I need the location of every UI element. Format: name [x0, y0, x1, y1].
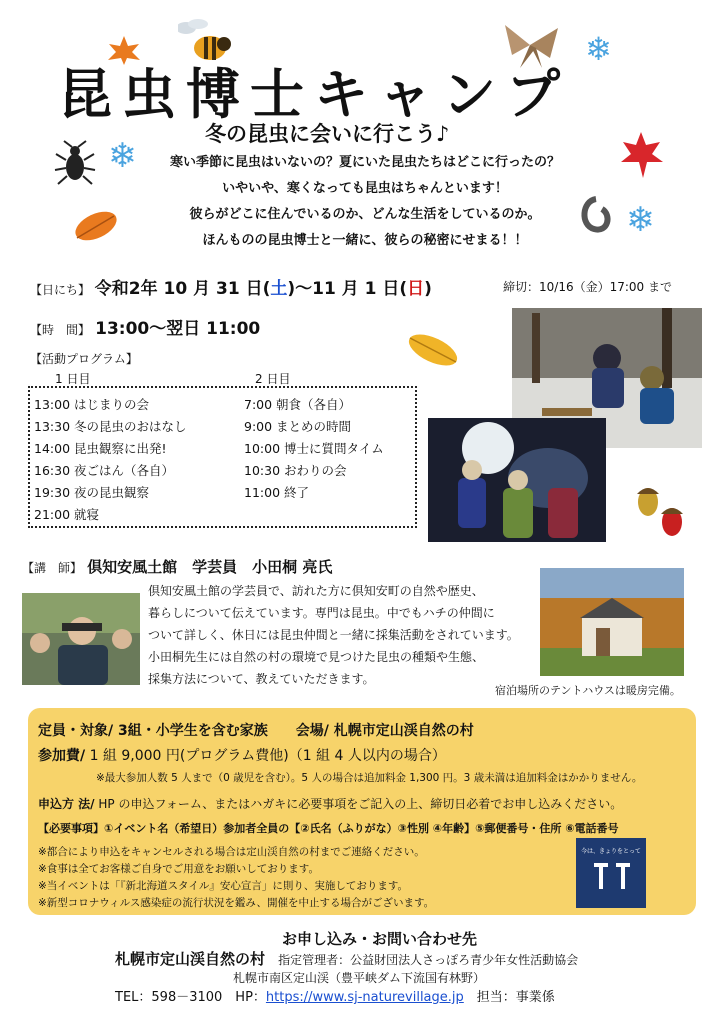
- schedule-item: 10:30 おわりの会: [244, 463, 347, 478]
- schedule-item: 21:00 就寝: [34, 507, 99, 522]
- apply-row: [38, 795, 622, 812]
- sunday-mark: 日: [407, 279, 425, 299]
- apply-value: HP の申込フォーム、またはハガキに必要事項をご記入の上、締切日必着でお申し込みください。: [94, 797, 623, 811]
- date-text: ): [424, 279, 432, 299]
- schedule-item: 7:00 朝食（各自）: [244, 397, 352, 412]
- snowflake-icon: ❄: [626, 200, 655, 240]
- bio-line: 暮らしについて伝えています。専門は昆虫。中でもハチの仲間に: [148, 606, 495, 620]
- intro-line: 彼らがどこに住んでいるのか、どんな生活をしているのか。: [189, 207, 541, 222]
- org-name: 札幌市定山渓自然の村: [115, 950, 266, 968]
- photo-lecturer: [22, 593, 140, 685]
- lecturer-row: [22, 556, 332, 577]
- bio-line: ついて詳しく、休日には昆虫仲間と一緒に採集活動をされています。: [148, 628, 519, 642]
- note-line: ※食事は全てお客様ご自身でご用意をお願いしております。: [38, 863, 319, 875]
- page-title: 昆虫博士キャンプ: [58, 63, 570, 126]
- beetle-icon: [52, 140, 98, 186]
- contact-tel-row: [115, 986, 555, 1005]
- day2-schedule: [244, 394, 384, 504]
- lecturer-name: 倶知安風土館 学芸員 小田桐 亮氏: [87, 558, 333, 576]
- date-text: )～11 月 1 日(: [287, 279, 408, 299]
- saturday-mark: 土: [270, 279, 288, 299]
- schedule-item: 14:00 昆虫観察に出発!: [34, 441, 167, 456]
- lecturer-bio: [148, 580, 518, 690]
- day1-label: 1 日目: [55, 372, 91, 386]
- manager: 指定管理者：公益財団法人さっぽろ青少年女性活動協会: [278, 953, 579, 967]
- date-label: 【日にち】: [30, 283, 91, 297]
- person-in-charge: 担当：事業係: [463, 990, 555, 1005]
- intro-line: ほんものの昆虫博士と一緒に、彼らの秘密にせまる！！: [202, 233, 528, 248]
- note-line: ※新型コロナウィルス感染症の流行状況を鑑み、開催を中止する場合がございます。: [38, 897, 435, 909]
- fee-value: 1 組 9,000 円(プログラム費他)（1 組 4 人以内の場合）: [85, 748, 446, 764]
- note-line: ※当イベントは「『新北海道スタイル』安心宣言」に則り、実施しております。: [38, 880, 408, 892]
- date-row: [30, 274, 432, 299]
- date-text: 令和2年 10 月 31 日(: [94, 279, 271, 299]
- leaf-icon: [404, 330, 462, 370]
- snowflake-icon: ❄: [585, 30, 612, 68]
- schedule-item: 11:00 終了: [244, 485, 309, 500]
- info-box: [28, 708, 696, 915]
- capacity-venue: 定員・対象/ 3組・小学生を含む家族 会場/ 札幌市定山渓自然の村: [38, 723, 474, 739]
- day2-label: 2 日目: [255, 372, 291, 386]
- leaf-icon: [72, 208, 120, 244]
- page-subtitle: 冬の昆虫に会いに行こう♪: [205, 122, 450, 146]
- program-label: 【活動プログラム】: [30, 352, 138, 366]
- intro-line: 寒い季節に昆虫はいないの？夏にいた昆虫たちはどこに行ったの？: [169, 155, 560, 170]
- bio-line: 倶知安風土館の学芸員で、訪れた方に倶知安町の自然や歴史、: [148, 584, 484, 598]
- time-label: 【時 間】: [30, 323, 91, 337]
- snowflake-icon: ❄: [108, 136, 137, 176]
- tent-caption: 宿泊場所のテントハウスは暖房完備。: [495, 684, 681, 697]
- contact-org-row: [115, 948, 578, 969]
- schedule-item: 16:30 夜ごはん（各自）: [34, 463, 174, 478]
- deadline: 締切：10/16（金）17:00 まで: [503, 280, 672, 294]
- people-distance-icon: [586, 855, 636, 895]
- schedule-item: 19:30 夜の昆虫観察: [34, 485, 149, 500]
- date-value: [95, 279, 432, 299]
- tel-text: TEL：598－3100 HP：: [115, 990, 266, 1005]
- badge-text: 今は、きょりをとって: [581, 848, 641, 855]
- time-value: 13:00～翌日 11:00: [95, 319, 261, 339]
- address: 札幌市南区定山渓（豊平峡ダム下流国有林野）: [233, 971, 486, 985]
- time-row: [30, 314, 260, 339]
- fee-row: [38, 745, 446, 765]
- bio-line: 採集方法について、教えていただきます。: [148, 672, 375, 686]
- required-items: 【必要事項】①イベント名（希望日）参加者全員の【②氏名（ふりがな）③性別 ④年齢】⑤郵便番号・住所 ⑥電話番号: [38, 822, 619, 835]
- schedule-item: 13:30 冬の昆虫のおはなし: [34, 419, 187, 434]
- schedule-item: 13:00 はじまりの会: [34, 397, 149, 412]
- schedule-item: 9:00 まとめの時間: [244, 419, 352, 434]
- photo-night-observation: [428, 418, 606, 542]
- schedule-box: [28, 386, 417, 528]
- acorn-icon: [630, 478, 690, 544]
- fee-label: 参加費/: [38, 748, 86, 764]
- apply-label: 申込方 法/: [38, 797, 95, 811]
- photo-tent-house: [540, 568, 684, 676]
- maple-leaf-icon: [618, 130, 664, 180]
- note-line: ※都合により申込をキャンセルされる場合は定山渓自然の村までご連絡ください。: [38, 846, 425, 858]
- schedule-item: 10:00 博士に質問タイム: [244, 441, 384, 456]
- fee-note: ※最大参加人数 5 人まで（0 歳児を含む）。5 人の場合は追加料金 1,300 円。3 歳未満は追加料金はかかりません。: [96, 772, 643, 784]
- distance-badge: [576, 838, 646, 908]
- lecturer-label: 【講 師】: [22, 561, 83, 575]
- contact-heading: お申し込み・お問い合わせ先: [282, 930, 478, 948]
- day1-schedule: [34, 394, 187, 526]
- website-link[interactable]: https://www.sj-naturevillage.jp: [265, 990, 464, 1005]
- intro-line: いやいや、寒くなっても昆虫はちゃんといます！: [222, 181, 508, 196]
- bio-line: 小田桐先生には自然の村の環境で見つけた昆虫の種類や生態、: [148, 650, 485, 664]
- intro-text: [115, 150, 615, 254]
